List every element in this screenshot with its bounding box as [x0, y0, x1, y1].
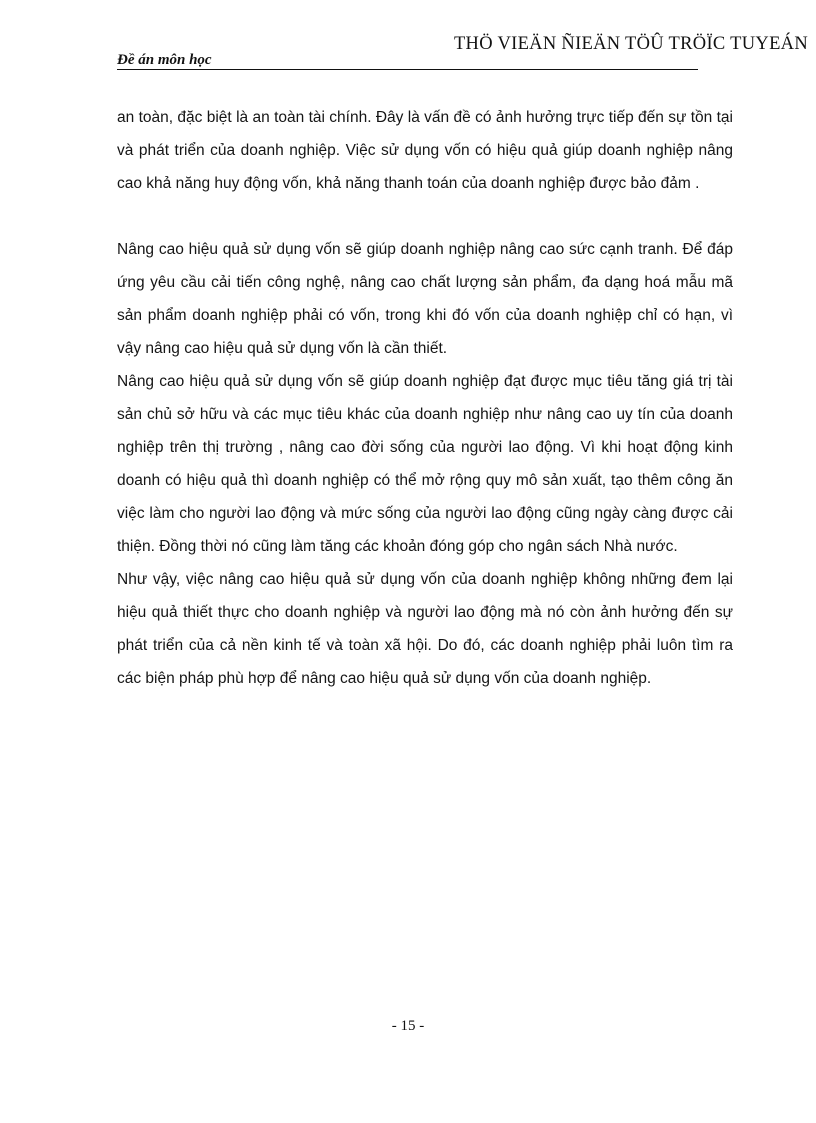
header-title: Đề án môn học [117, 52, 212, 68]
paragraph-4: Như vậy, việc nâng cao hiệu quả sử dụng vốn của doanh nghiệp không những đem lại hiệu quả thiết thực cho doanh nghiệp và người lao động mà nó còn ảnh hưởng đến sự phát triển của cả nền kinh tế và toàn xã hội. Do đó, các doanh nghiệp phải luôn tìm ra các biện pháp phù hợp để nâng cao hiệu quả sử dụng vốn của doanh nghiệp. [117, 571, 733, 687]
paragraph-1: an toàn, đặc biệt là an toàn tài chính. Đây là vấn đề có ảnh hưởng trực tiếp đến sự tồn tại và phát triển của doanh nghiệp. Việc sử dụng vốn có hiệu quả giúp doanh nghiệp nâng cao khả năng huy động vốn, khả năng thanh toán của doanh nghiệp được bảo đảm . [117, 109, 733, 192]
body-content [117, 101, 733, 695]
paragraph-3: Nâng cao hiệu quả sử dụng vốn sẽ giúp doanh nghiệp đạt được mục tiêu tăng giá trị tài sản chủ sở hữu và các mục tiêu khác của doanh nghiệp như nâng cao uy tín của doanh nghiệp trên thị trường , nâng cao đời sống của người lao động. Vì khi hoạt động kinh doanh có hiệu quả thì doanh nghiệp có thể mở rộng quy mô sản xuất, tạo thêm công ăn việc làm cho người lao động và mức sống của người lao động cũng ngày càng được cải thiện. Đồng thời nó cũng làm tăng các khoản đóng góp cho ngân sách Nhà nước. [117, 373, 733, 555]
paragraph-2: Nâng cao hiệu quả sử dụng vốn sẽ giúp doanh nghiệp nâng cao sức cạnh tranh. Để đáp ứng yêu cầu cải tiến công nghệ, nâng cao chất lượng sản phẩm, đa dạng hoá mẫu mã sản phẩm doanh nghiệp phải có vốn, trong khi đó vốn của doanh nghiệp chỉ có hạn, vì vậy nâng cao hiệu quả sử dụng vốn là cần thiết. [117, 241, 733, 357]
page-number: - 15 - [391, 1018, 425, 1034]
header-divider [117, 69, 698, 70]
library-watermark: THÖ VIEÄN ÑIEÄN TÖÛ TRÖÏC TUYEÁN [453, 34, 808, 54]
